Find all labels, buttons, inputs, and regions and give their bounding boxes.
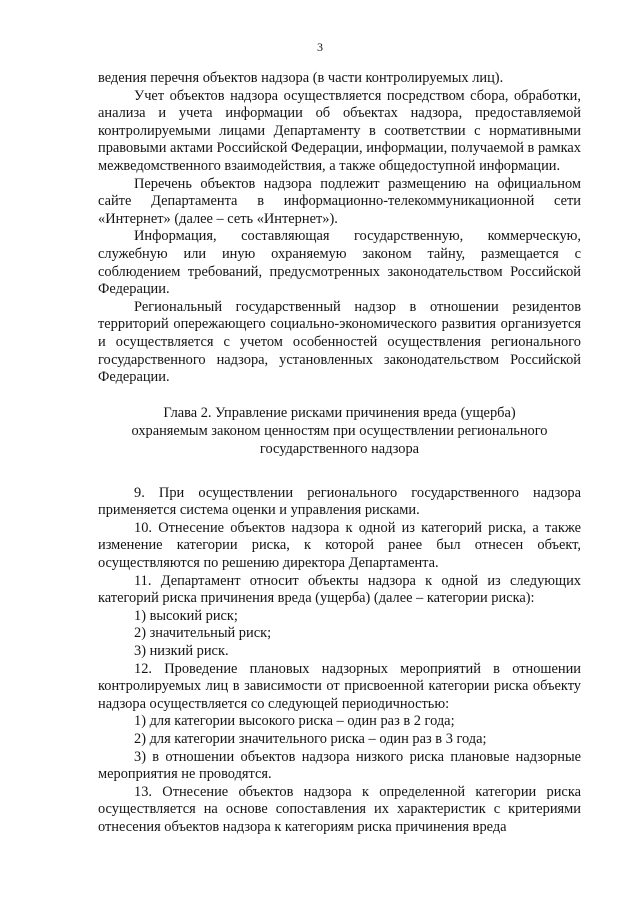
paragraph-accounting: Учет объектов надзора осуществляется посредством сбора, обработки, анализа и учета информации об объектах надзора, предоставляемой контролируемыми лицами Департаменту в соответствии с нормативными правовыми актами Российской Федерации, информации, получаемой в рамках межведомственного взаимодействия, а также общедоступной информации. [98,87,581,174]
list-item-low-risk: 3) низкий риск. [134,643,229,660]
paragraph-continuation: ведения перечня объектов надзора (в части контролируемых лиц). [98,70,504,86]
list-item-low-frequency: 3) в отношении объектов надзора низкого риска плановые надзорные мероприятия не проводятся. [98,748,581,783]
chapter-heading-line: Глава 2. Управление рисками причинения вреда (ущерба) [163,404,516,421]
paragraph-item-11: 11. Департамент относит объекты надзора к одной из следующих категорий риска причинения вреда (ущерба) (далее – категории риска): [98,572,581,607]
paragraph-item-9: 9. При осуществлении регионального государственного надзора применяется система оценки и управления рисками. [98,484,581,519]
list-item-high-frequency: 1) для категории высокого риска – один раз в 2 года; [134,713,455,730]
list-item-significant-risk: 2) значительный риск; [134,625,272,642]
paragraph-item-10: 10. Отнесение объектов надзора к одной из категорий риска, а также изменение категории риска, к которой ранее был отнесен объект, осуществляются по решению директора Департамента. [98,519,581,572]
paragraph-item-13: 13. Отнесение объектов надзора к определенной категории риска осуществляется на основе сопоставления их характеристик с критериями отнесения объектов надзора к категориям риска причинения вреда [98,783,581,835]
page-number: 3 [317,40,323,54]
chapter-heading-line: охраняемым законом ценностям при осуществлении регионального [131,422,548,439]
chapter-heading-line: государственного надзора [259,440,420,457]
paragraph-list-publication: Перечень объектов надзора подлежит размещению на официальном сайте Департамента в информационно-телекоммуникационной сети «Интернет» (далее – сеть «Интернет»). [98,175,581,227]
paragraph-item-12: 12. Проведение плановых надзорных мероприятий в отношении контролируемых лиц в зависимости от присвоенной категории риска объекту надзора осуществляется со следующей периодичностью: [98,660,581,712]
list-item-high-risk: 1) высокий риск; [134,607,238,624]
paragraph-secret-info: Информация, составляющая государственную, коммерческую, служебную или иную охраняемую законом тайну, размещается с соблюдением требований, предусмотренных законодательством Российской Федерации. [98,228,581,298]
paragraph-residents: Региональный государственный надзор в отношении резидентов территорий опережающего социально-экономического развития организуется и осуществляется с учетом особенностей осуществления регионального государственного надзора, установленных законодательством Российской Федерации. [98,298,581,386]
list-item-significant-frequency: 2) для категории значительного риска – один раз в 3 года; [134,731,487,747]
document-body [98,70,581,837]
chapter-heading [98,404,581,458]
